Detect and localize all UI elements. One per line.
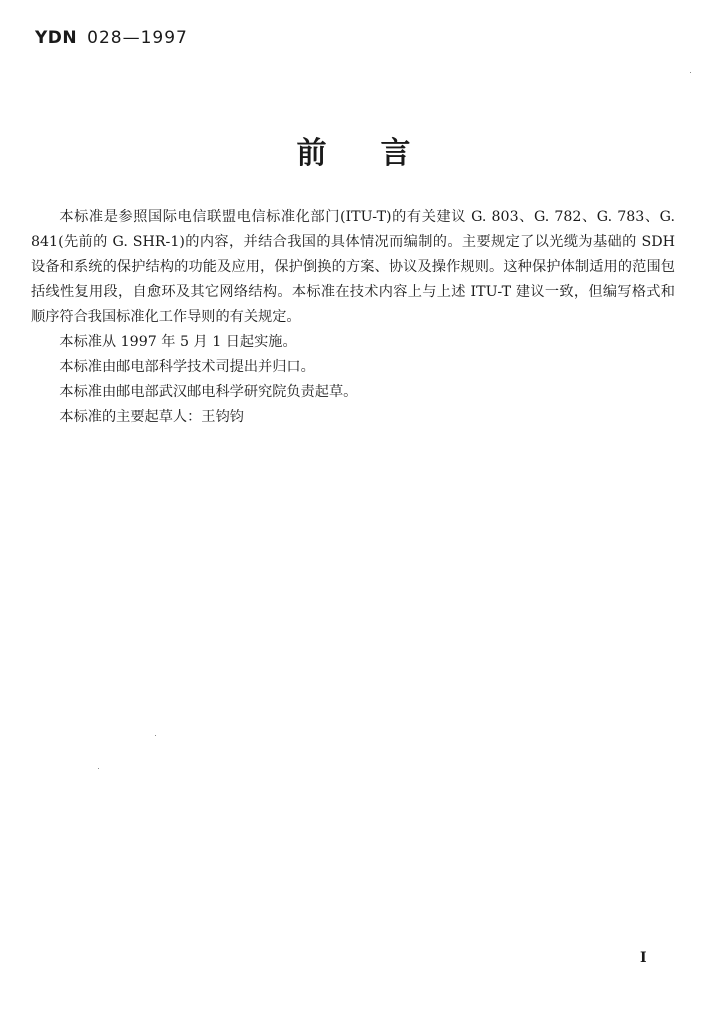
paragraph-effective-date: 本标准从 1997 年 5 月 1 日起实施。 bbox=[59, 334, 297, 350]
scan-speck bbox=[690, 72, 691, 73]
preface-body bbox=[31, 205, 675, 430]
page-title: 前言 bbox=[296, 136, 465, 171]
scan-speck bbox=[98, 768, 99, 769]
paragraph-scope: 本标准是参照国际电信联盟电信标准化部门(ITU-T)的有关建议 G. 803、G. 782、G. 783、G. 841(先前的 G. SHR-1)的内容，并结合我国的具体情况而编制的。主要规定了以光缆为基础的 SDH 设备和系统的保护结构的功能及应用，保护倒换的方案、协议及操作规则。这种保护体制适用的范围包括线性复用段，自愈环及其它网络结构。本标准在技术内容上与上述 ITU-T 建议一致，但编写格式和顺序符合我国标准化工作导则的有关规定。 bbox=[31, 209, 675, 325]
paragraph-drafters: 本标准的主要起草人：王钧钧 bbox=[59, 409, 244, 425]
standard-code bbox=[35, 28, 188, 48]
paragraph-proposer: 本标准由邮电部科学技术司提出并归口。 bbox=[59, 359, 315, 375]
paragraph-drafting-org: 本标准由邮电部武汉邮电科学研究院负责起草。 bbox=[59, 384, 358, 400]
standard-number: 028—1997 bbox=[87, 28, 188, 48]
scan-speck bbox=[155, 735, 156, 736]
page-number: Ⅰ bbox=[640, 950, 647, 966]
standard-prefix: YDN bbox=[35, 28, 78, 48]
